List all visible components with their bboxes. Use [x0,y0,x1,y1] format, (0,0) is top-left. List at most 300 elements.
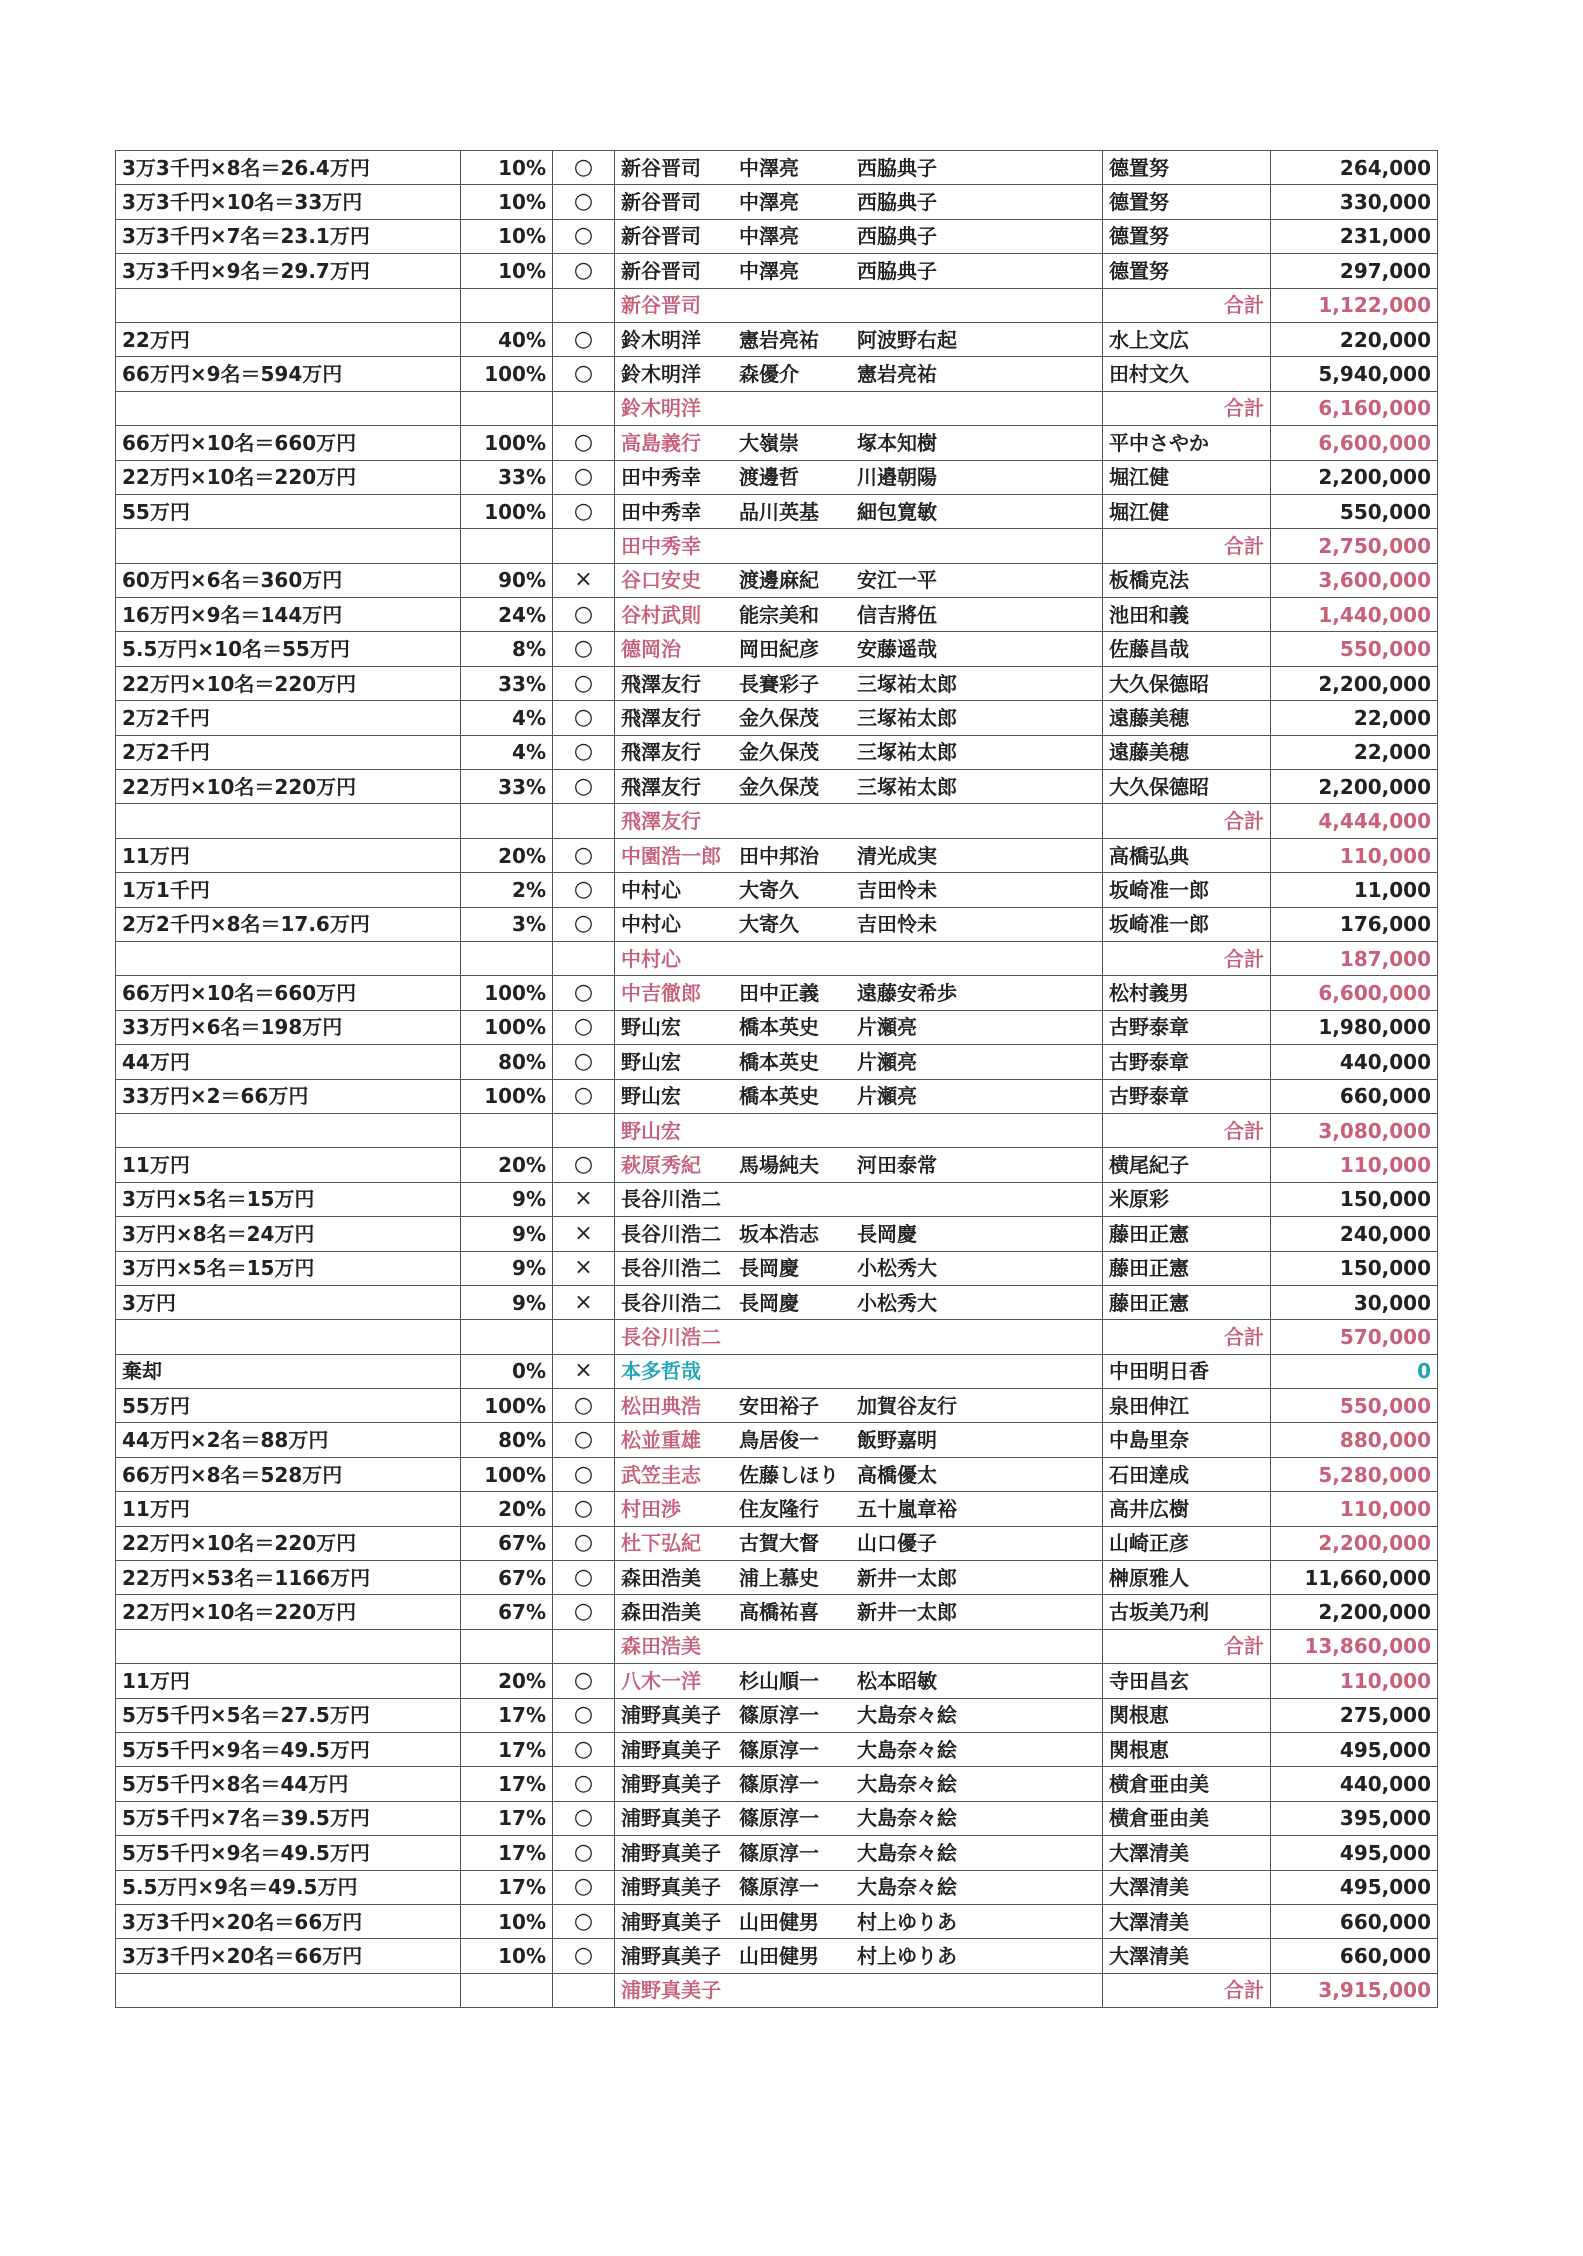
subtotal-label: 合計 [1224,1978,1264,2003]
staff-cell [1103,1939,1271,1973]
amount-description-cell [116,1182,461,1216]
subtotal-label-cell [1103,391,1271,425]
percentage: 67% [498,1531,546,1556]
status-mark-cell [553,1217,615,1251]
person-name: 大島奈々絵 [857,1840,957,1865]
percentage-cell [461,1732,553,1766]
table-row [116,1698,1438,1732]
subtotal-name: 新谷晋司 [621,293,701,318]
staff-cell [1103,873,1271,907]
percentage-cell [461,460,553,494]
person-name: 大嶺崇 [739,430,799,455]
subtotal-label-cell [1103,1113,1271,1147]
staff-name: 水上文広 [1109,327,1189,352]
staff-cell [1103,1801,1271,1835]
staff-name: 石田達成 [1109,1462,1189,1487]
person-name: 阿波野右起 [857,327,957,352]
amount-cell [1271,1801,1438,1835]
staff-name: 大澤清美 [1109,1944,1189,1968]
amount-cell [1271,494,1438,528]
status-mark-cell [553,666,615,700]
amount-cell [1271,770,1438,804]
person-name: 三塚祐太郎 [857,774,957,799]
amount-description: 2万2千円×8名＝17.6万円 [122,912,370,937]
status-mark: ○ [573,257,594,283]
amount-description-cell [116,185,461,219]
subtotal-label: 合計 [1224,533,1264,558]
amount-description-cell [116,1767,461,1801]
percentage: 100% [484,1084,546,1109]
person-name: 篠原淳一 [739,1737,819,1762]
amount-value: 395,000 [1339,1806,1431,1831]
percentage-cell [461,1285,553,1319]
amount-description-cell [116,494,461,528]
staff-name: 古野泰章 [1109,1084,1189,1109]
person-name: 三塚祐太郎 [857,740,957,765]
staff-name: 藤田正憲 [1109,1290,1189,1315]
amount-description: 11万円 [122,843,190,868]
staff-cell [1103,1354,1271,1388]
subtotal-name: 飛澤友行 [621,809,701,834]
person-name: 飛澤友行 [621,740,701,765]
subtotal-name-cell [615,529,1103,563]
table-row [116,1217,1438,1251]
percentage: 0% [512,1359,546,1384]
table-row [116,151,1438,185]
amount-description-cell [116,1148,461,1182]
amount-description-cell [116,151,461,185]
amount-description-cell [116,1561,461,1595]
empty-cell [553,941,615,975]
amount-description: 22万円 [122,327,190,352]
empty-cell [116,391,461,425]
percentage-cell [461,1767,553,1801]
percentage: 80% [498,1428,546,1453]
status-mark: ○ [573,1530,594,1556]
person-name: 長谷川浩二 [621,1290,721,1315]
subtotal-label-cell [1103,1629,1271,1663]
status-mark: ○ [573,911,594,937]
amount-value: 550,000 [1339,637,1431,662]
amount-description-cell [116,357,461,391]
percentage: 17% [498,1703,546,1728]
names-cell [615,426,1103,460]
subtotal-row [116,288,1438,322]
person-name: 塚本知樹 [857,430,937,455]
amount-value: 880,000 [1339,1428,1431,1453]
staff-name: 大久保德昭 [1109,774,1209,799]
subtotal-amount-cell [1271,804,1438,838]
percentage-cell [461,838,553,872]
table-row [116,1457,1438,1491]
staff-cell [1103,1182,1271,1216]
status-mark: ○ [573,1152,594,1178]
person-name: 飯野嘉明 [857,1428,937,1453]
names-cell [615,1561,1103,1595]
staff-cell [1103,1079,1271,1113]
amount-description: 3万円 [122,1290,176,1315]
amount-value: 110,000 [1339,843,1431,868]
staff-cell [1103,1423,1271,1457]
person-name: 金久保茂 [739,774,819,799]
amount-value: 2,200,000 [1318,671,1431,696]
amount-cell [1271,1732,1438,1766]
status-mark: ○ [573,1943,594,1968]
names-cell [615,460,1103,494]
person-name: 馬場純夫 [739,1153,819,1178]
names-cell [615,322,1103,356]
staff-name: 堀江健 [1109,499,1169,524]
staff-cell [1103,1595,1271,1629]
person-name: 西脇典子 [857,258,937,283]
amount-description: 3万3千円×9名＝29.7万円 [122,258,370,283]
person-name: 浦野真美子 [621,1909,721,1934]
person-name: 西脇典子 [857,155,937,180]
amount-value: 1,980,000 [1318,1015,1431,1040]
status-mark: ○ [573,1048,594,1074]
staff-cell [1103,1904,1271,1938]
subtotal-name-cell [615,804,1103,838]
staff-cell [1103,1285,1271,1319]
status-mark-cell [553,185,615,219]
empty-cell [116,1629,461,1663]
status-mark: ○ [573,498,594,524]
percentage: 17% [498,1737,546,1762]
percentage-cell [461,1904,553,1938]
subtotal-amount: 4,444,000 [1318,809,1431,834]
subtotal-label-cell [1103,1320,1271,1354]
amount-value: 110,000 [1339,1668,1431,1693]
amount-value: 150,000 [1339,1256,1431,1281]
person-name: 大島奈々絵 [857,1703,957,1728]
person-name: 谷口安史 [621,568,701,593]
status-mark-cell [553,1664,615,1698]
percentage: 10% [498,1944,546,1968]
subtotal-amount: 2,750,000 [1318,533,1431,558]
person-name: 古賀大督 [739,1531,819,1556]
amount-value: 2,200,000 [1318,774,1431,799]
amount-description-cell [116,701,461,735]
person-name: 大寄久 [739,912,799,937]
amount-description: 3万3千円×8名＝26.4万円 [122,155,370,180]
percentage: 100% [484,499,546,524]
status-mark-cell [553,1457,615,1491]
staff-cell [1103,1217,1271,1251]
subtotal-name: 鈴木明洋 [621,396,701,421]
amount-value: 22,000 [1353,740,1431,765]
staff-cell [1103,1732,1271,1766]
staff-cell [1103,770,1271,804]
names-cell [615,907,1103,941]
person-name: 住友隆行 [739,1496,819,1521]
person-name: 萩原秀紀 [621,1153,701,1178]
person-name: 森田浩美 [621,1600,701,1625]
percentage-cell [461,357,553,391]
person-name: 片瀬亮 [857,1049,917,1074]
amount-cell [1271,1939,1438,1973]
status-mark: ○ [573,1771,594,1797]
percentage-cell [461,563,553,597]
names-cell [615,1217,1103,1251]
status-mark: ○ [573,980,594,1006]
names-cell [615,1182,1103,1216]
person-name: 田中邦治 [739,843,819,868]
person-name: 浦野真美子 [621,1772,721,1797]
staff-name: 德置努 [1109,258,1169,283]
table-row [116,1561,1438,1595]
amount-description: 3万3千円×20名＝66万円 [122,1909,363,1934]
status-mark: × [574,1289,593,1315]
names-cell [615,1389,1103,1423]
percentage-cell [461,1217,553,1251]
amount-description: 22万円×10名＝220万円 [122,774,357,799]
person-name: 長岡慶 [739,1256,799,1281]
person-name: 飛澤友行 [621,774,701,799]
amount-cell [1271,1561,1438,1595]
percentage: 9% [512,1290,546,1315]
amount-cell [1271,1217,1438,1251]
status-mark-cell [553,1182,615,1216]
person-name: 高島義行 [621,430,701,455]
person-name: 浦上慕史 [739,1565,819,1590]
staff-cell [1103,1251,1271,1285]
amount-description: 棄却 [122,1359,162,1384]
amount-description: 66万円×10名＝660万円 [122,430,357,455]
amount-description: 55万円 [122,499,190,524]
subtotal-row [116,529,1438,563]
table-row [116,1423,1438,1457]
names-cell [615,1801,1103,1835]
table-row [116,598,1438,632]
person-name: 長岡慶 [739,1290,799,1315]
person-name: 谷村武則 [621,602,701,627]
person-name: 飛澤友行 [621,705,701,730]
amount-description-cell [116,1801,461,1835]
staff-name: 德置努 [1109,224,1169,249]
amount-value: 5,940,000 [1318,362,1431,387]
amount-description-cell [116,563,461,597]
subtotal-label: 合計 [1224,1634,1264,1659]
subtotal-name: 長谷川浩二 [621,1324,721,1349]
person-name: 新井一太郎 [857,1600,957,1625]
person-name: 憲岩亮祐 [739,327,819,352]
status-mark: ○ [573,361,594,387]
amount-description-cell [116,1664,461,1698]
status-mark: ○ [573,704,594,730]
status-mark-cell [553,1698,615,1732]
percentage-cell [461,426,553,460]
status-mark-cell [553,1904,615,1938]
amount-cell [1271,1870,1438,1904]
status-mark: ○ [573,1667,594,1693]
amount-description: 5万5千円×5名＝27.5万円 [122,1703,370,1728]
names-cell [615,1939,1103,1973]
staff-cell [1103,1836,1271,1870]
status-mark: ○ [573,429,594,455]
subtotal-row [116,391,1438,425]
amount-description-cell [116,1010,461,1044]
percentage: 10% [498,258,546,283]
status-mark-cell [553,598,615,632]
names-cell [615,1045,1103,1079]
subtotal-label-cell [1103,1973,1271,2007]
percentage-cell [461,632,553,666]
status-mark-cell [553,1595,615,1629]
percentage: 67% [498,1565,546,1590]
amount-value: 495,000 [1339,1737,1431,1762]
percentage: 4% [512,740,546,765]
percentage-cell [461,1664,553,1698]
person-name: 森田浩美 [621,1565,701,1590]
names-cell [615,666,1103,700]
percentage: 8% [512,637,546,662]
empty-cell [461,529,553,563]
subtotal-name-cell [615,288,1103,322]
person-name: 浦野真美子 [621,1840,721,1865]
amount-cell [1271,322,1438,356]
amount-description: 22万円×53名＝1166万円 [122,1565,371,1590]
amount-value: 660,000 [1339,1944,1431,1968]
person-name: 松本昭敏 [857,1668,937,1693]
staff-name: 板橋克法 [1109,568,1189,593]
subtotal-amount-cell [1271,1629,1438,1663]
person-name: 新谷晋司 [621,190,701,215]
names-cell [615,1010,1103,1044]
amount-description: 5.5万円×9名＝49.5万円 [122,1875,358,1900]
names-cell [615,1492,1103,1526]
person-name: 大島奈々絵 [857,1806,957,1831]
status-mark-cell [553,357,615,391]
amount-value: 5,280,000 [1318,1462,1431,1487]
subtotal-label-cell [1103,941,1271,975]
person-name: 新谷晋司 [621,155,701,180]
amount-description: 66万円×10名＝660万円 [122,981,357,1006]
person-name: 中園浩一郎 [621,843,721,868]
staff-cell [1103,219,1271,253]
person-name: 佐藤しほり [739,1462,839,1487]
subtotal-name-cell [615,1629,1103,1663]
amount-description-cell [116,735,461,769]
person-name: 高橋祐喜 [739,1600,819,1625]
amount-description-cell [116,1492,461,1526]
percentage-cell [461,873,553,907]
staff-cell [1103,1045,1271,1079]
subtotal-amount-cell [1271,1113,1438,1147]
amount-cell [1271,1354,1438,1388]
amount-description: 16万円×9名＝144万円 [122,602,343,627]
staff-name: 松村義男 [1109,981,1189,1006]
amount-cell [1271,1595,1438,1629]
names-cell [615,1732,1103,1766]
staff-cell [1103,976,1271,1010]
amount-description-cell [116,254,461,288]
status-mark-cell [553,494,615,528]
subtotal-amount-cell [1271,1320,1438,1354]
amount-description: 11万円 [122,1496,190,1521]
names-cell [615,735,1103,769]
amount-description: 2万2千円 [122,740,210,765]
status-mark-cell [553,701,615,735]
person-name: 野山宏 [621,1049,681,1074]
amount-description-cell [116,632,461,666]
amount-value: 2,200,000 [1318,1531,1431,1556]
amount-cell [1271,1389,1438,1423]
names-cell [615,1870,1103,1904]
staff-cell [1103,1010,1271,1044]
person-name: 松田典浩 [621,1393,701,1418]
amount-description-cell [116,1251,461,1285]
names-cell [615,1767,1103,1801]
subtotal-amount: 1,122,000 [1318,293,1431,318]
person-name: 森優介 [739,362,799,387]
table-row [116,632,1438,666]
empty-cell [553,804,615,838]
names-cell [615,1595,1103,1629]
percentage-cell [461,1492,553,1526]
person-name: 篠原淳一 [739,1703,819,1728]
status-mark-cell [553,976,615,1010]
status-mark-cell [553,1079,615,1113]
staff-name: 山崎正彦 [1109,1531,1189,1556]
person-name: 長谷川浩二 [621,1256,721,1281]
amount-value: 495,000 [1339,1840,1431,1865]
subtotal-row [116,1973,1438,2007]
subtotal-label-cell [1103,529,1271,563]
person-name: 篠原淳一 [739,1772,819,1797]
amount-value: 231,000 [1339,224,1431,249]
amount-description: 5万5千円×8名＝44万円 [122,1772,349,1797]
person-name: 信吉將伍 [857,602,937,627]
staff-cell [1103,1148,1271,1182]
percentage-cell [461,219,553,253]
amount-value: 176,000 [1339,912,1431,937]
empty-cell [461,391,553,425]
status-mark-cell [553,1354,615,1388]
table-row [116,1664,1438,1698]
empty-cell [461,288,553,322]
amount-description: 22万円×10名＝220万円 [122,465,357,490]
percentage: 17% [498,1772,546,1797]
status-mark-cell [553,873,615,907]
person-name: 岡田紀彦 [739,637,819,662]
status-mark-cell [553,1423,615,1457]
amount-description: 44万円 [122,1049,190,1074]
empty-cell [116,1973,461,2007]
percentage: 100% [484,1462,546,1487]
empty-cell [461,1973,553,2007]
amount-value: 440,000 [1339,1049,1431,1074]
amount-value: 110,000 [1339,1153,1431,1178]
amount-cell [1271,1148,1438,1182]
person-name: 杜下弘紀 [621,1531,701,1556]
percentage: 17% [498,1806,546,1831]
subtotal-name-cell [615,391,1103,425]
amount-description-cell [116,1457,461,1491]
staff-name: 榊原雅人 [1109,1565,1189,1590]
table-row [116,1904,1438,1938]
subtotal-label: 合計 [1224,293,1264,318]
percentage-cell [461,1801,553,1835]
empty-cell [116,804,461,838]
staff-cell [1103,254,1271,288]
amount-description: 33万円×2＝66万円 [122,1084,309,1109]
names-cell [615,494,1103,528]
names-cell [615,1698,1103,1732]
percentage: 4% [512,705,546,730]
status-mark: ○ [573,1564,594,1590]
names-cell [615,598,1103,632]
table-row [116,770,1438,804]
